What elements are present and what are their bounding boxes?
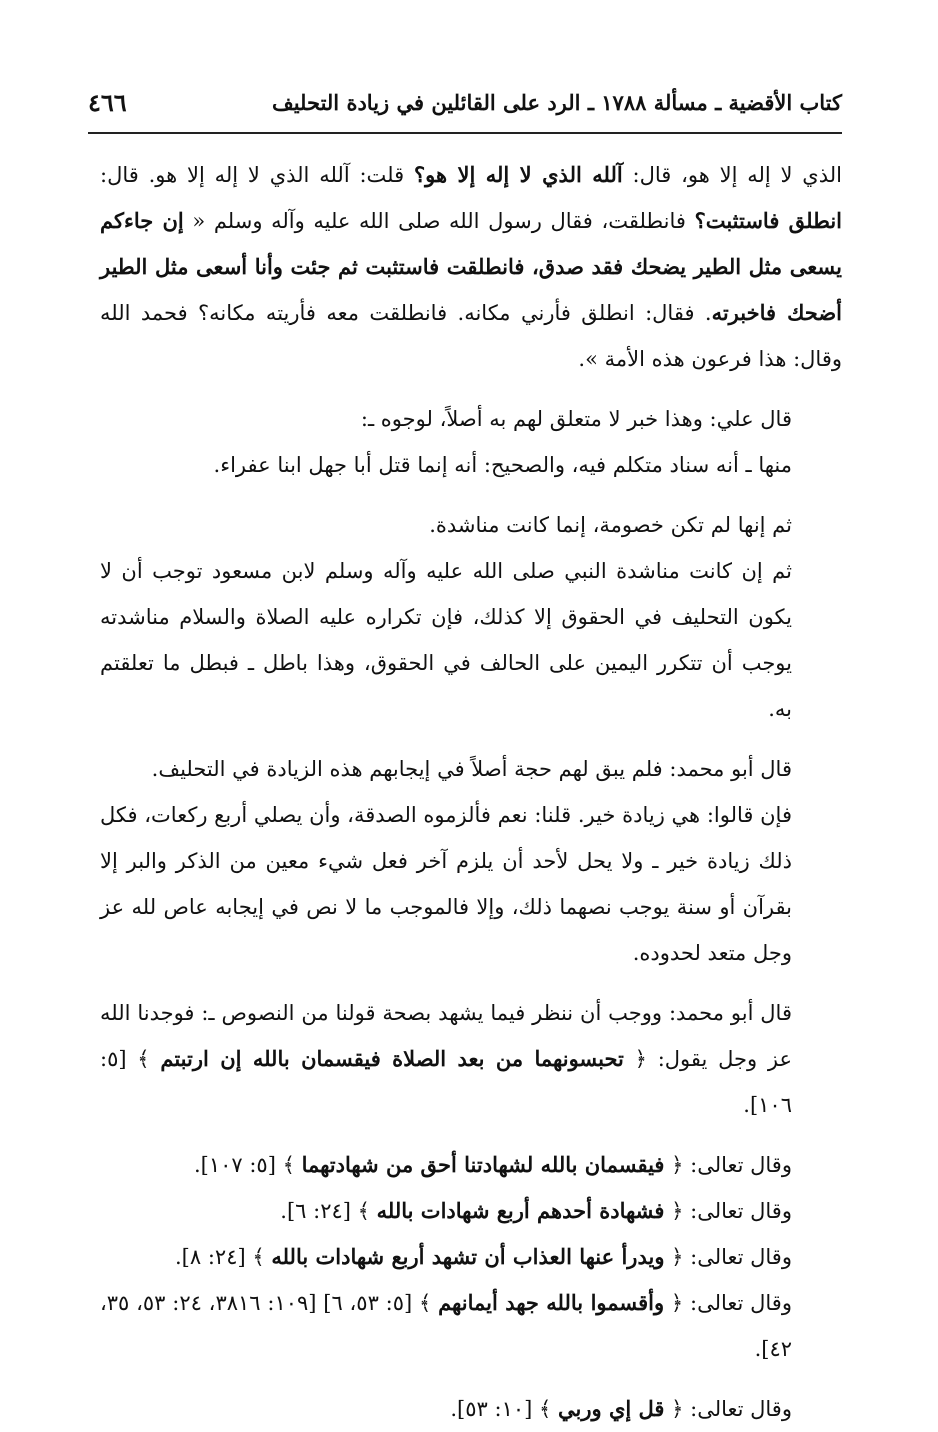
paragraph: [100, 1188, 842, 1234]
paragraph: [100, 1142, 842, 1188]
running-title: كتاب الأقضية ـ مسألة ١٧٨٨ ـ الرد على القائلين في زيادة التحليف: [271, 89, 842, 115]
text-segment: قال أبو محمد: فلم يبق لهم حجة أصلاً في إيجابهم هذه الزيادة في التحليف.: [151, 757, 792, 781]
text-segment: ﴾ [٥: ١٠٦].: [100, 1047, 792, 1117]
text-segment: وقال تعالى: ﴿: [664, 1291, 792, 1315]
paragraph: [100, 990, 842, 1128]
text-segment: فإن قالوا: هي زيادة خير. قلنا: نعم فألزموه الصدقة، وأن يصلي أربع ركعات، فكل ذلك زيادة خير ـ ولا يحل لأحد أن يلزم آخر فعل شيء معين من الذكر والبر إلا بقرآن أو سنة يوجب نصهما ذلك، وإلا فالموجب ما لا نص في إيجابه عاص لله عز وجل متعد لحدوده.: [100, 803, 792, 965]
bold-text-segment: فشهادة أحدهم أربع شهادات بالله: [376, 1198, 665, 1223]
page-number: ٤٦٦: [88, 87, 127, 117]
bold-text-segment: ويدرأ عنها العذاب أن تشهد أربع شهادات بالله: [271, 1244, 665, 1269]
paragraph: [100, 1386, 842, 1432]
text-segment: منها ـ أنه سناد متكلم فيه، والصحيح: أنه إنما قتل أبا جهل ابنا عفراء.: [213, 453, 792, 477]
text-segment: وقال تعالى: ﴿: [664, 1397, 792, 1421]
paragraph: [100, 152, 842, 382]
bold-text-segment: وأقسموا بالله جهد أيمانهم: [438, 1290, 665, 1315]
paragraph: [100, 396, 842, 442]
bold-text-segment: إن جاءكم يسعى مثل الطير يضحك فقد صدق، فانطلقت فاستثبت ثم جئت وأنا أسعى مثل الطير أضحك فاخبرته: [100, 208, 842, 325]
text-segment: الذي لا إله إلا هو، قال:: [622, 163, 842, 187]
text-segment: قال علي: وهذا خبر لا متعلق لهم به أصلاً، لوجوه ـ:: [360, 407, 792, 431]
paragraph: [100, 746, 842, 792]
bold-text-segment: آلله الذي لا إله إلا هو؟: [413, 162, 623, 187]
bold-text-segment: فيقسمان بالله لشهادتنا أحق من شهادتهما: [301, 1152, 665, 1177]
paragraph: [100, 442, 842, 488]
text-segment: ثم إن كانت مناشدة النبي صلى الله عليه وآله وسلم لابن مسعود توجب أن لا يكون التحليف في الحقوق إلا كذلك، فإن تكراره عليه الصلاة والسلام مناشدته يوجب أن تتكرر اليمين على الحالف في الحقوق، وهذا باطل ـ فبطل ما تعلقتم به.: [100, 559, 792, 721]
text-segment: . فقال: انطلق فأرني مكانه. فانطلقت معه فأريته مكانه؟ فحمد الله وقال: هذا فرعون هذه الأمة ».: [100, 301, 842, 371]
header-rule: [88, 132, 842, 134]
paragraph: [100, 1234, 842, 1280]
page-body: [100, 152, 842, 1432]
bold-text-segment: تحبسونهما من بعد الصلاة فيقسمان بالله إن ارتبتم: [160, 1046, 624, 1071]
paragraph-gap: [100, 1128, 842, 1142]
paragraph: [100, 792, 842, 976]
paragraph: [100, 548, 842, 732]
bold-text-segment: انطلق فاستثبت؟: [694, 208, 842, 233]
bold-text-segment: قل إي وربي: [558, 1396, 665, 1421]
text-segment: ﴾ [٥: ١٠٧].: [193, 1153, 302, 1177]
paragraph-gap: [100, 382, 842, 396]
text-segment: وقال تعالى: ﴿: [664, 1153, 792, 1177]
text-segment: قلت: آلله الذي لا إله إلا هو. قال:: [100, 163, 414, 187]
text-segment: ﴾ [٢٤: ٦].: [280, 1199, 377, 1223]
text-segment: ﴾ [٢٤: ٨].: [175, 1245, 272, 1269]
text-segment: فانطلقت، فقال رسول الله صلى الله عليه وآله وسلم «: [183, 209, 695, 233]
paragraph-gap: [100, 732, 842, 746]
text-segment: وقال تعالى: ﴿: [664, 1245, 792, 1269]
text-segment: قال أبو محمد: ووجب أن ننظر فيما يشهد بصحة قولنا من النصوص ـ: فوجدنا الله عز وجل يقول: ﴿: [100, 1001, 792, 1071]
running-header: [88, 82, 842, 122]
paragraph: [100, 1280, 842, 1372]
paragraph-gap: [100, 488, 842, 502]
paragraph-gap: [100, 976, 842, 990]
text-segment: ﴾ [٥: ٥٣، ٦] [١٠٩: ٣٨١٦، ٢٤: ٥٣، ٣٥، ٤٢].: [100, 1291, 792, 1361]
text-segment: ثم إنها لم تكن خصومة، إنما كانت مناشدة.: [429, 513, 792, 537]
paragraph-gap: [100, 1372, 842, 1386]
text-segment: وقال تعالى: ﴿: [664, 1199, 792, 1223]
paragraph: [100, 502, 842, 548]
text-segment: ﴾ [١٠: ٥٣].: [450, 1397, 558, 1421]
